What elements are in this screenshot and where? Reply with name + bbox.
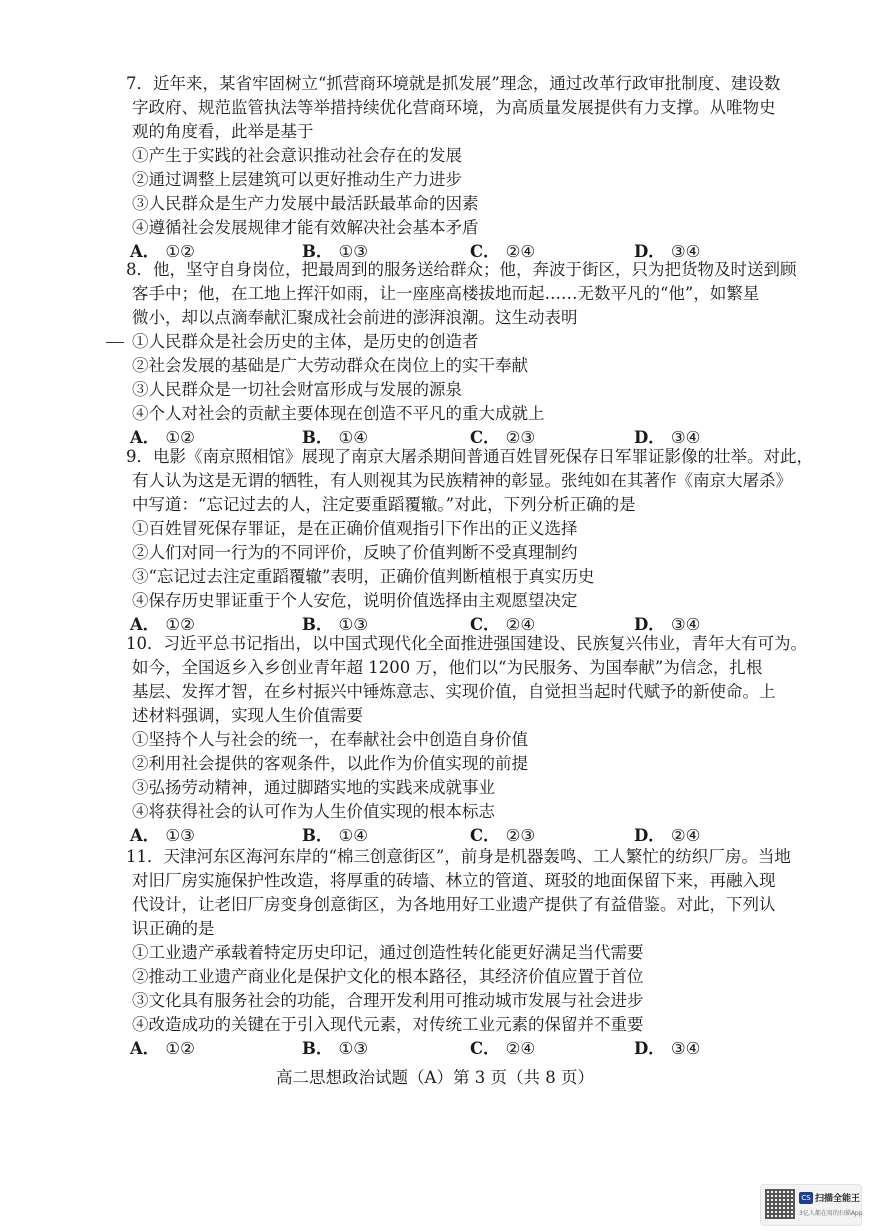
- question-line: ①产生于实践的社会意识推动社会存在的发展: [132, 146, 462, 165]
- question-line: ④个人对社会的贡献主要体现在创造不平凡的重大成就上: [132, 404, 545, 423]
- question-line: ③文化具有服务社会的功能，合理开发利用可推动城市发展与社会进步: [132, 991, 644, 1010]
- option-letter: D．: [634, 242, 665, 261]
- option-text: ①③: [338, 615, 369, 634]
- option-letter: C．: [470, 1039, 500, 1058]
- answer-option: [130, 1037, 195, 1061]
- question-line: 代设计，让老旧厂房变身创意街区，为各地用好工业遗产提供了有益借鉴。对此，下列认: [132, 895, 776, 914]
- option-letter: A．: [130, 242, 160, 261]
- option-letter: D．: [634, 428, 665, 447]
- option-text: ①②: [165, 1039, 195, 1058]
- question-line: 有人认为这是无谓的牺牲，有人则视其为民族精神的彰显。张纯如在其著作《南京大屠杀》: [132, 471, 792, 490]
- question-line: ①工业遗产承载着特定历史印记，通过创造性转化能更好满足当代需要: [132, 943, 644, 962]
- question-line: 如今，全国返乡入乡创业青年超 1200 万，他们以“为民服务、为国奉献”为信念，扎根: [132, 658, 763, 677]
- option-text: ②④: [670, 826, 701, 845]
- question-line: 客手中；他，在工地上挥汗如雨，让一座座高楼拔地而起……无数平凡的“他”，如繁星: [132, 284, 760, 303]
- question-stem: 9．电影《南京照相馆》展现了南京大屠杀期间普通百姓冒死保存日军罪证影像的壮举。对此，: [126, 447, 813, 466]
- option-letter: D．: [634, 1039, 665, 1058]
- option-text: ③④: [670, 1039, 701, 1058]
- scanner-brand: 扫描全能王: [815, 1194, 861, 1204]
- option-letter: A．: [130, 428, 160, 447]
- option-text: ③④: [670, 242, 701, 261]
- question-stem: 11．天津河东区海河东岸的“棉三创意街区”，前身是机器轰鸣、工人繁忙的纺织厂房。当地: [126, 847, 791, 866]
- question-line: ②推动工业遗产商业化是保护文化的根本路径，其经济价值应置于首位: [132, 967, 644, 986]
- answer-option: [470, 1037, 535, 1061]
- question-line: 对旧厂房实施保护性改造，将厚重的砖墙、林立的管道、斑驳的地面保留下来，再融入现: [132, 871, 776, 890]
- option-letter: C．: [470, 242, 500, 261]
- scanner-watermark: [760, 1184, 862, 1226]
- option-letter: C．: [470, 428, 500, 447]
- qr-code-icon: [765, 1189, 795, 1219]
- option-letter: B．: [302, 242, 333, 261]
- question-line: ③弘扬劳动精神，通过脚踏实地的实践来成就事业: [132, 778, 495, 797]
- option-letter: B．: [302, 826, 333, 845]
- option-text: ②③: [505, 826, 536, 845]
- option-text: ②④: [505, 615, 536, 634]
- option-text: ②④: [505, 1039, 536, 1058]
- question-stem: 8．他，坚守自身岗位，把最周到的服务送给群众；他，奔波于街区，只为把货物及时送到顾: [126, 260, 797, 279]
- option-text: ③④: [670, 428, 701, 447]
- option-letter: B．: [302, 428, 333, 447]
- question-line: ②利用社会提供的客观条件，以此作为价值实现的前提: [132, 754, 528, 773]
- question-line: 观的角度看，此举是基于: [132, 122, 314, 141]
- option-text: ③④: [670, 615, 701, 634]
- option-text: ②④: [505, 242, 536, 261]
- question-line: ②人们对同一行为的不同评价，反映了价值判断不受真理制约: [132, 543, 578, 562]
- question-line: ②通过调整上层建筑可以更好推动生产力进步: [132, 170, 462, 189]
- option-letter: C．: [470, 615, 500, 634]
- option-text: ①②: [165, 242, 195, 261]
- scanner-tagline: 3亿人都在用的扫描App: [799, 1210, 863, 1217]
- pen-mark: [106, 342, 124, 343]
- option-letter: C．: [470, 826, 500, 845]
- option-text: ①②: [165, 428, 195, 447]
- question-line: ①人民群众是社会历史的主体，是历史的创造者: [132, 332, 479, 351]
- option-text: ①②: [165, 615, 195, 634]
- question-stem: 7．近年来，某省牢固树立“抓营商环境就是抓发展”理念，通过改革行政审批制度、建设数: [126, 74, 781, 93]
- option-letter: B．: [302, 615, 333, 634]
- question-line: ③人民群众是一切社会财富形成与发展的源泉: [132, 380, 462, 399]
- question-line: 中写道：“忘记过去的人，注定要重蹈覆辙。”对此，下列分析正确的是: [132, 495, 636, 514]
- option-text: ①④: [338, 826, 369, 845]
- question-line: ②社会发展的基础是广大劳动群众在岗位上的实干奉献: [132, 356, 528, 375]
- option-letter: B．: [302, 1039, 333, 1058]
- question-line: ③“忘记过去注定重蹈覆辙”表明，正确价值判断植根于真实历史: [132, 567, 595, 586]
- question-line: 微小，却以点滴奉献汇聚成社会前进的澎湃浪潮。这生动表明: [132, 308, 578, 327]
- question-line: ④将获得社会的认可作为人生价值实现的根本标志: [132, 802, 495, 821]
- page-footer: 高二思想政治试题（A）第 3 页（共 8 页）: [276, 1068, 594, 1087]
- question-stem: 10．习近平总书记指出，以中国式现代化全面推进强国建设、民族复兴伟业，青年大有可为。: [126, 634, 807, 653]
- question-line: 基层、发挥才智，在乡村振兴中锤炼意志、实现价值，自觉担当起时代赋予的新使命。上: [132, 682, 776, 701]
- question-line: ①百姓冒死保存罪证，是在正确价值观指引下作出的正义选择: [132, 519, 578, 538]
- question-line: ③人民群众是生产力发展中最活跃最革命的因素: [132, 194, 479, 213]
- question-line: ④保存历史罪证重于个人安危，说明价值选择由主观愿望决定: [132, 591, 578, 610]
- option-letter: A．: [130, 826, 160, 845]
- option-text: ①③: [338, 1039, 369, 1058]
- question-line: 字政府、规范监管执法等举措持续优化营商环境，为高质量发展提供有力支撑。从唯物史: [132, 98, 776, 117]
- question-line: ④改造成功的关键在于引入现代元素，对传统工业元素的保留并不重要: [132, 1015, 644, 1034]
- question-line: 述材料强调，实现人生价值需要: [132, 706, 363, 725]
- option-letter: D．: [634, 615, 665, 634]
- question-line: ④遵循社会发展规律才能有效解决社会基本矛盾: [132, 218, 479, 237]
- option-text: ①③: [165, 826, 195, 845]
- option-text: ②③: [505, 428, 536, 447]
- scanner-logo: CS: [799, 1192, 813, 1204]
- answer-option: [302, 1037, 368, 1061]
- question-line: ①坚持个人与社会的统一，在奉献社会中创造自身价值: [132, 730, 528, 749]
- option-text: ①③: [338, 242, 369, 261]
- option-text: ①④: [338, 428, 369, 447]
- option-letter: A．: [130, 1039, 160, 1058]
- answer-option: [634, 1037, 700, 1061]
- option-letter: D．: [634, 826, 665, 845]
- option-letter: A．: [130, 615, 160, 634]
- question-line: 识正确的是: [132, 919, 215, 938]
